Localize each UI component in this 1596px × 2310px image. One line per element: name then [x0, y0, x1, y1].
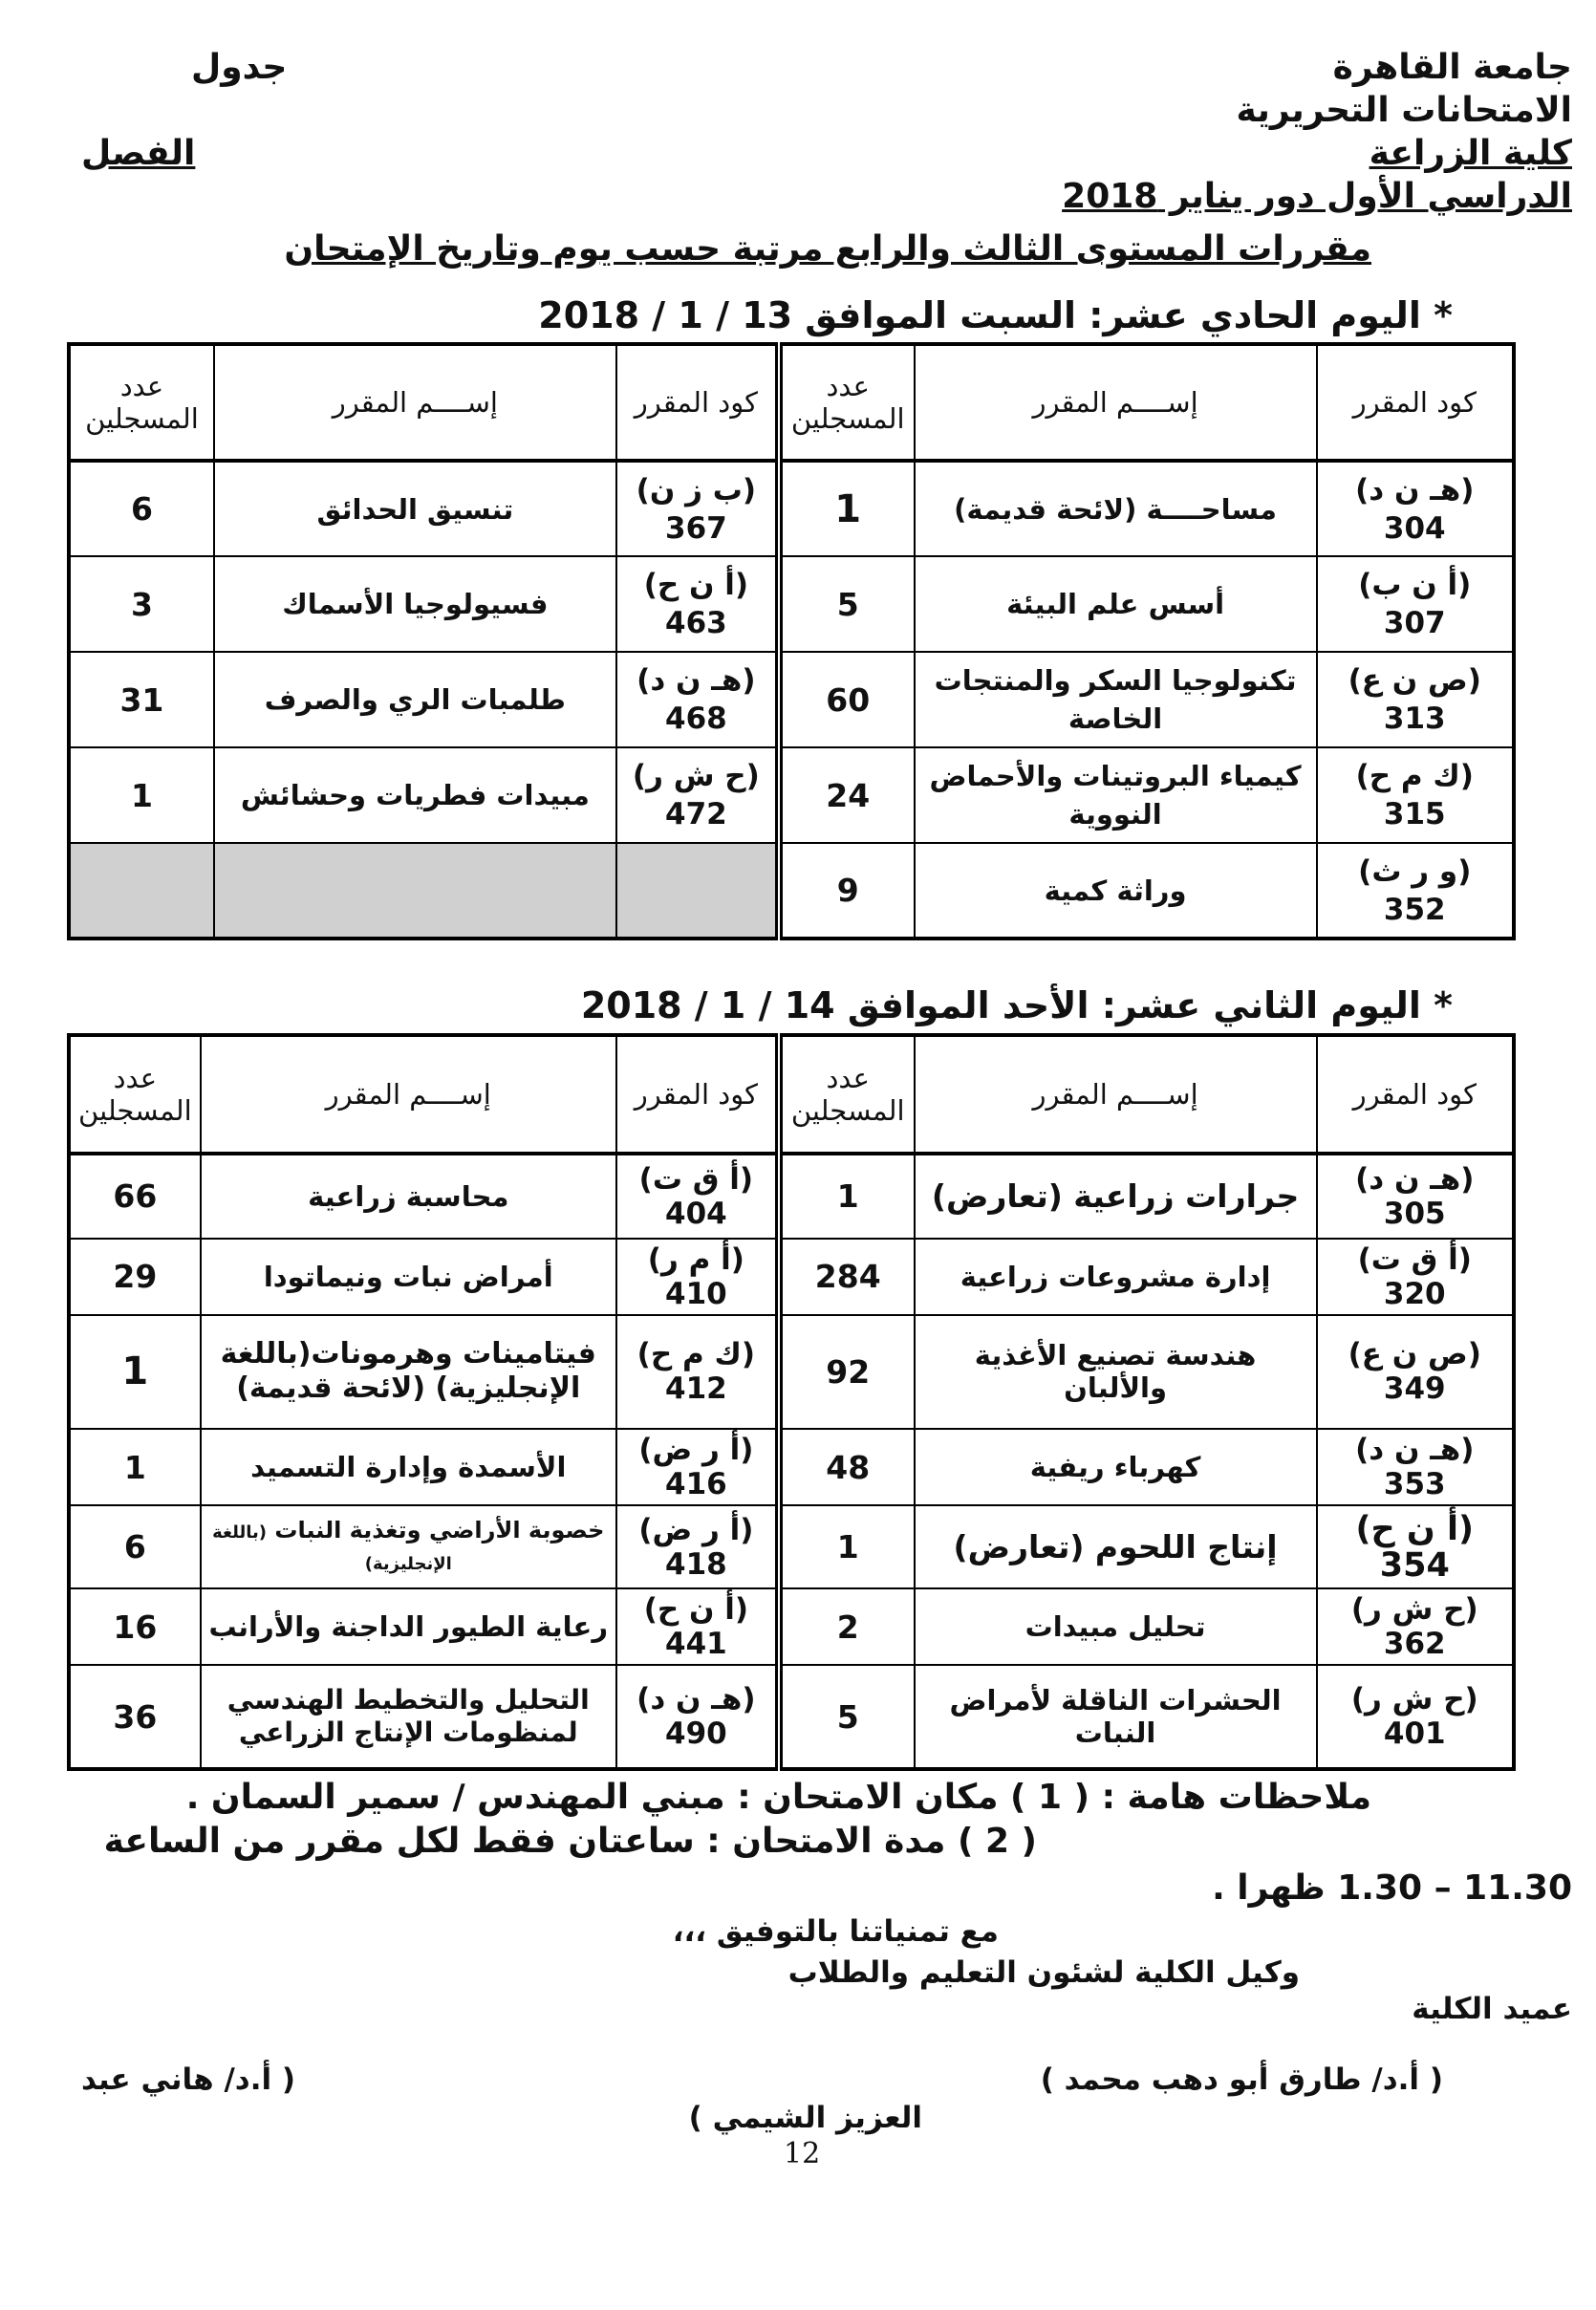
- head-count: عدد المسجلين: [69, 1035, 201, 1154]
- table-row: [69, 1429, 1514, 1506]
- registered-count: 1: [69, 747, 214, 843]
- course-name: وراثة كمية: [915, 843, 1317, 939]
- registered-count: 92: [779, 1315, 915, 1429]
- course-name: تحليل مبيدات: [915, 1588, 1317, 1666]
- registered-count: 284: [779, 1239, 915, 1316]
- table-row: [69, 747, 1514, 843]
- course-code: (هـ ن د) 490: [616, 1665, 779, 1769]
- course-code: (أ ر ض) 418: [616, 1505, 779, 1588]
- wishes: مع تمنياتنا بالتوفيق ،،،: [672, 1914, 999, 1949]
- head-code: كود المقرر: [1317, 1035, 1514, 1154]
- course-name: فسيولوجيا الأسماك: [214, 556, 616, 652]
- note-line-2: ( 2 ) مدة الامتحان : ساعتان فقط لكل مقرر من الساعة: [103, 1822, 1037, 1861]
- table-row: [69, 1505, 1514, 1588]
- registered-count: 6: [69, 1505, 201, 1588]
- vice-dean-name: ( أ.د/ طارق أبو دهب محمد ): [1040, 2062, 1443, 2097]
- vice-dean-title: وكيل الكلية لشئون التعليم والطلاب: [787, 1955, 1300, 1990]
- registered-count: 36: [69, 1665, 201, 1769]
- exams-title: الامتحانات التحريرية: [1236, 91, 1572, 130]
- registered-count: 1: [779, 1505, 915, 1588]
- table-row: [69, 1588, 1514, 1666]
- registered-count: 1: [69, 1429, 201, 1506]
- page-number: 12: [784, 2137, 821, 2170]
- registered-count: 3: [69, 556, 214, 652]
- head-name: إســــم المقرر: [915, 1035, 1317, 1154]
- head-code: كود المقرر: [616, 1035, 779, 1154]
- course-name: جرارات زراعية (تعارض): [915, 1154, 1317, 1239]
- term-line: الدراسي الأول دور يناير 2018: [1062, 177, 1572, 216]
- faculty-name: كلية الزراعة: [1369, 134, 1572, 173]
- empty-cell: [69, 843, 214, 939]
- course-name: إنتاج اللحوم (تعارض): [915, 1505, 1317, 1588]
- course-code: (هـ ن د) 468: [616, 652, 779, 747]
- day2-table: [67, 1033, 1516, 1771]
- semester-word: الفصل: [81, 134, 196, 173]
- course-code: (ك م ح) 412: [616, 1315, 779, 1429]
- table-row: [69, 1239, 1514, 1316]
- course-name: كهرباء ريفية: [915, 1429, 1317, 1506]
- course-code: (أ ن ح) 354: [1317, 1505, 1514, 1588]
- note-line-3: 11.30 – 1.30 ظهرا .: [1212, 1868, 1572, 1908]
- course-code: (ب ز ن) 367: [616, 461, 779, 556]
- table-row: [69, 1665, 1514, 1769]
- dean-name-part1: ( أ.د/ هاني عبد: [81, 2062, 296, 2097]
- course-name: أسس علم البيئة: [915, 556, 1317, 652]
- course-name: كيمياء البروتينات والأحماض النووية: [915, 747, 1317, 843]
- course-name: طلمبات الري والصرف: [214, 652, 616, 747]
- head-code: كود المقرر: [616, 344, 779, 461]
- registered-count: 9: [779, 843, 915, 939]
- course-name: تنسيق الحدائق: [214, 461, 616, 556]
- course-code: (أ ق ت) 320: [1317, 1239, 1514, 1316]
- head-name: إســــم المقرر: [214, 344, 616, 461]
- day1-title: * اليوم الحادي عشر: السبت الموافق 13 / 1 / 2018: [538, 294, 1453, 336]
- registered-count: 31: [69, 652, 214, 747]
- head-name: إســــم المقرر: [915, 344, 1317, 461]
- registered-count: 1: [779, 1154, 915, 1239]
- registered-count: 5: [779, 556, 915, 652]
- course-name: فيتامينات وهرمونات(باللغة الإنجليزية) (لائحة قديمة): [201, 1315, 616, 1429]
- course-name: محاسبة زراعية: [201, 1154, 616, 1239]
- registered-count: 5: [779, 1665, 915, 1769]
- course-name: الحشرات الناقلة لأمراض النبات: [915, 1665, 1317, 1769]
- course-code: (أ ق ت) 404: [616, 1154, 779, 1239]
- head-count: عدد المسجلين: [69, 344, 214, 461]
- course-code: (ص ن ع) 349: [1317, 1315, 1514, 1429]
- university-name: جامعة القاهرة: [1332, 48, 1572, 87]
- empty-cell: [214, 843, 616, 939]
- course-name: مساحــــة (لائحة قديمة): [915, 461, 1317, 556]
- schedule-word: جدول: [191, 48, 288, 87]
- registered-count: 2: [779, 1588, 915, 1666]
- course-name: خصوبة الأراضي وتغذية النبات (باللغة الإنجليزية): [201, 1505, 616, 1588]
- table-row: [69, 1154, 1514, 1239]
- course-code: (هـ ن د) 353: [1317, 1429, 1514, 1506]
- head-name: إســــم المقرر: [201, 1035, 616, 1154]
- head-count: عدد المسجلين: [779, 1035, 915, 1154]
- course-name: إدارة مشروعات زراعية: [915, 1239, 1317, 1316]
- registered-count: 1: [779, 461, 915, 556]
- course-name: تكنولوجيا السكر والمنتجات الخاصة: [915, 652, 1317, 747]
- registered-count: 6: [69, 461, 214, 556]
- course-code: (هـ ن د) 305: [1317, 1154, 1514, 1239]
- course-code: (ح ش ر) 401: [1317, 1665, 1514, 1769]
- course-code: (أ ن ح) 441: [616, 1588, 779, 1666]
- empty-cell: [616, 843, 779, 939]
- table-row: [69, 461, 1514, 556]
- course-code: (أ ن ب) 307: [1317, 556, 1514, 652]
- course-code: (هـ ن د) 304: [1317, 461, 1514, 556]
- day2-title: * اليوم الثاني عشر: الأحد الموافق 14 / 1 / 2018: [580, 984, 1453, 1026]
- subtitle: مقررات المستوى الثالث والرابع مرتبة حسب يوم وتاريخ الإمتحان: [284, 229, 1371, 269]
- course-code: (أ ن ح) 463: [616, 556, 779, 652]
- registered-count: 66: [69, 1154, 201, 1239]
- course-code: (ص ن ع) 313: [1317, 652, 1514, 747]
- registered-count: 1: [69, 1315, 201, 1429]
- dean-name-part2: العزيز الشيمي ): [688, 2101, 922, 2135]
- table-row: [69, 1315, 1514, 1429]
- day1-table: [67, 342, 1516, 940]
- table-row: [69, 556, 1514, 652]
- head-count: عدد المسجلين: [779, 344, 915, 461]
- course-name-note: (باللغة الإنجليزية): [212, 1522, 452, 1574]
- registered-count: 48: [779, 1429, 915, 1506]
- registered-count: 24: [779, 747, 915, 843]
- course-code: (و ر ث) 352: [1317, 843, 1514, 939]
- course-code: (ح ش ر) 362: [1317, 1588, 1514, 1666]
- registered-count: 60: [779, 652, 915, 747]
- registered-count: 16: [69, 1588, 201, 1666]
- head-code: كود المقرر: [1317, 344, 1514, 461]
- table-row: [69, 652, 1514, 747]
- course-name: التحليل والتخطيط الهندسي لمنظومات الإنتاج الزراعي: [201, 1665, 616, 1769]
- course-code: (أ ر ض) 416: [616, 1429, 779, 1506]
- course-code: (أ م ر) 410: [616, 1239, 779, 1316]
- course-code: (ك م ح) 315: [1317, 747, 1514, 843]
- dean-title: عميد الكلية: [1412, 1992, 1572, 2026]
- course-name: هندسة تصنيع الأغذية والألبان: [915, 1315, 1317, 1429]
- note-line-1: ملاحظات هامة : ( 1 ) مكان الامتحان : مبني المهندس / سمير السمان .: [185, 1778, 1371, 1817]
- course-name: رعاية الطيور الداجنة والأرانب: [201, 1588, 616, 1666]
- course-name: أمراض نبات ونيماتودا: [201, 1239, 616, 1316]
- course-code: (ح ش ر) 472: [616, 747, 779, 843]
- table-row: [69, 843, 1514, 939]
- course-name: مبيدات فطريات وحشائش: [214, 747, 616, 843]
- registered-count: 29: [69, 1239, 201, 1316]
- course-name: الأسمدة وإدارة التسميد: [201, 1429, 616, 1506]
